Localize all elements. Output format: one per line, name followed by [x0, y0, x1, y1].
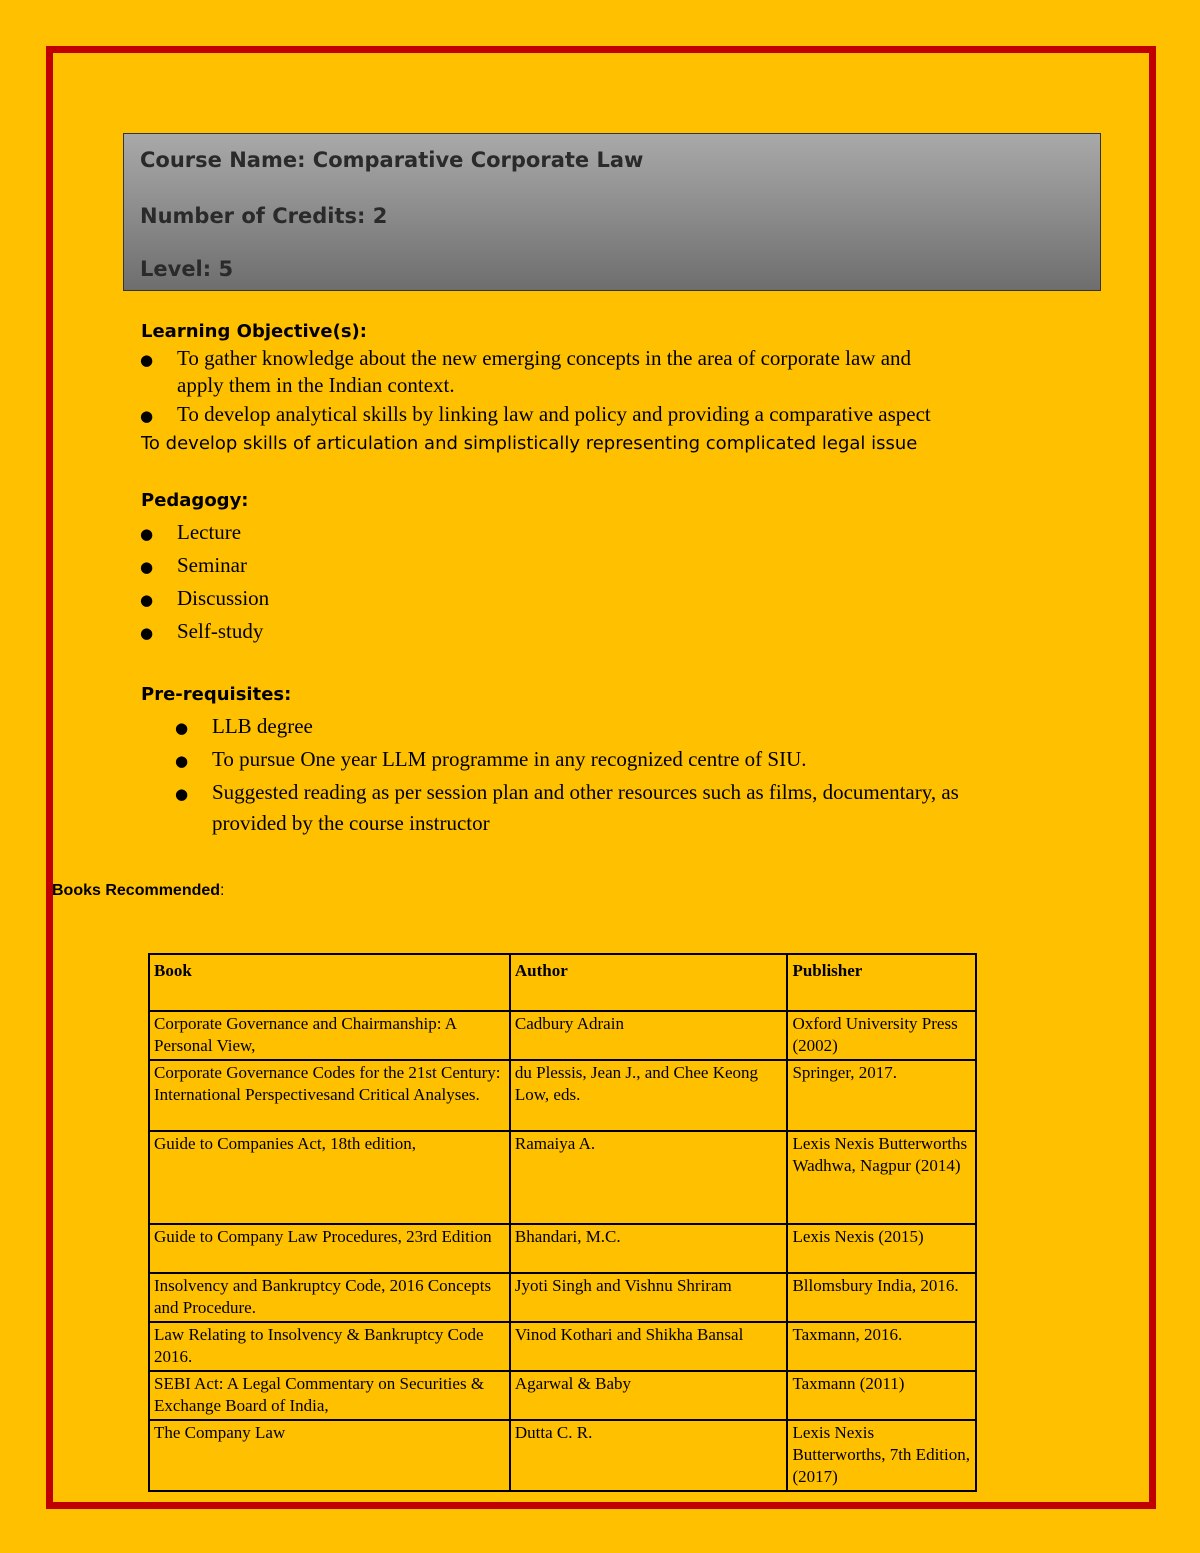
table-row — [149, 1371, 976, 1420]
prerequisite-item: Suggested reading as per session plan and other resources such as films, documentary, as — [212, 780, 959, 804]
column-header-author: Author — [510, 954, 788, 1011]
books-heading — [52, 882, 225, 900]
book-title-cell: Guide to Company Law Procedures, 23rd Edition — [149, 1224, 510, 1273]
bullet-icon: ● — [140, 591, 154, 609]
books-heading-text: Books Recommended — [52, 882, 221, 899]
table-row — [149, 1273, 976, 1322]
book-author-cell: Bhandari, M.C. — [510, 1224, 788, 1273]
bullet-icon: ● — [140, 351, 154, 369]
pedagogy-heading: Pedagogy: — [141, 490, 249, 511]
pedagogy-item: Lecture — [177, 520, 242, 544]
book-title-cell: SEBI Act: A Legal Commentary on Securities & Exchange Board of India, — [149, 1371, 510, 1420]
pedagogy-item: Self-study — [177, 619, 264, 643]
objective-item: To develop analytical skills by linking law and policy and providing a comparative aspect — [177, 402, 931, 426]
book-publisher-cell: Lexis Nexis Butterworths, 7th Edition, (2017) — [787, 1420, 976, 1491]
book-title-cell: Law Relating to Insolvency & Bankruptcy Code 2016. — [149, 1322, 510, 1371]
objectives-heading: Learning Objective(s): — [141, 321, 367, 342]
book-publisher-cell: Oxford University Press (2002) — [787, 1011, 976, 1060]
book-publisher-cell: Lexis Nexis Butterworths Wadhwa, Nagpur (2014) — [787, 1131, 976, 1224]
prerequisite-item-continued: provided by the course instructor — [212, 811, 490, 835]
books-table — [148, 953, 977, 1492]
column-header-publisher: Publisher — [787, 954, 976, 1011]
course-level: Level: 5 — [140, 257, 234, 281]
table-row — [149, 1131, 976, 1224]
prerequisites-heading: Pre-requisites: — [141, 684, 292, 705]
table-row — [149, 1420, 976, 1491]
prerequisite-item: LLB degree — [212, 714, 313, 738]
book-publisher-cell: Lexis Nexis (2015) — [787, 1224, 976, 1273]
course-info-box — [123, 133, 1101, 291]
book-author-cell: Jyoti Singh and Vishnu Shriram — [510, 1273, 788, 1322]
book-author-cell: du Plessis, Jean J., and Chee Keong Low, eds. — [510, 1060, 788, 1131]
objective-extra: To develop skills of articulation and simplistically representing complicated legal issue — [141, 433, 918, 454]
book-title-cell: Insolvency and Bankruptcy Code, 2016 Concepts and Procedure. — [149, 1273, 510, 1322]
books-heading-colon: : — [220, 882, 225, 899]
objective-item-continued: apply them in the Indian context. — [177, 373, 455, 397]
bullet-icon: ● — [175, 752, 189, 770]
table-row — [149, 1011, 976, 1060]
bullet-icon: ● — [175, 719, 189, 737]
table-row — [149, 1322, 976, 1371]
book-title-cell: Guide to Companies Act, 18th edition, — [149, 1131, 510, 1224]
book-author-cell: Cadbury Adrain — [510, 1011, 788, 1060]
bullet-icon: ● — [140, 558, 154, 576]
table-header-row — [149, 954, 976, 1011]
book-title-cell: Corporate Governance Codes for the 21st Century: International Perspectivesand Critical Analyses. — [149, 1060, 510, 1131]
table-row — [149, 1224, 976, 1273]
bullet-icon: ● — [140, 525, 154, 543]
book-author-cell: Agarwal & Baby — [510, 1371, 788, 1420]
pedagogy-item: Discussion — [177, 586, 270, 610]
book-author-cell: Dutta C. R. — [510, 1420, 788, 1491]
book-author-cell: Ramaiya A. — [510, 1131, 788, 1224]
book-author-cell: Vinod Kothari and Shikha Bansal — [510, 1322, 788, 1371]
column-header-book: Book — [149, 954, 510, 1011]
course-name: Course Name: Comparative Corporate Law — [140, 148, 644, 172]
bullet-icon: ● — [140, 407, 154, 425]
prerequisite-item: To pursue One year LLM programme in any recognized centre of SIU. — [212, 747, 807, 771]
book-publisher-cell: Taxmann (2011) — [787, 1371, 976, 1420]
objective-item: To gather knowledge about the new emerging concepts in the area of corporate law and — [177, 346, 912, 370]
book-publisher-cell: Taxmann, 2016. — [787, 1322, 976, 1371]
bullet-icon: ● — [175, 785, 189, 803]
course-credits: Number of Credits: 2 — [140, 204, 388, 228]
book-publisher-cell: Bllomsbury India, 2016. — [787, 1273, 976, 1322]
bullet-icon: ● — [140, 624, 154, 642]
pedagogy-item: Seminar — [177, 553, 247, 577]
book-title-cell: The Company Law — [149, 1420, 510, 1491]
book-publisher-cell: Springer, 2017. — [787, 1060, 976, 1131]
table-row — [149, 1060, 976, 1131]
book-title-cell: Corporate Governance and Chairmanship: A Personal View, — [149, 1011, 510, 1060]
